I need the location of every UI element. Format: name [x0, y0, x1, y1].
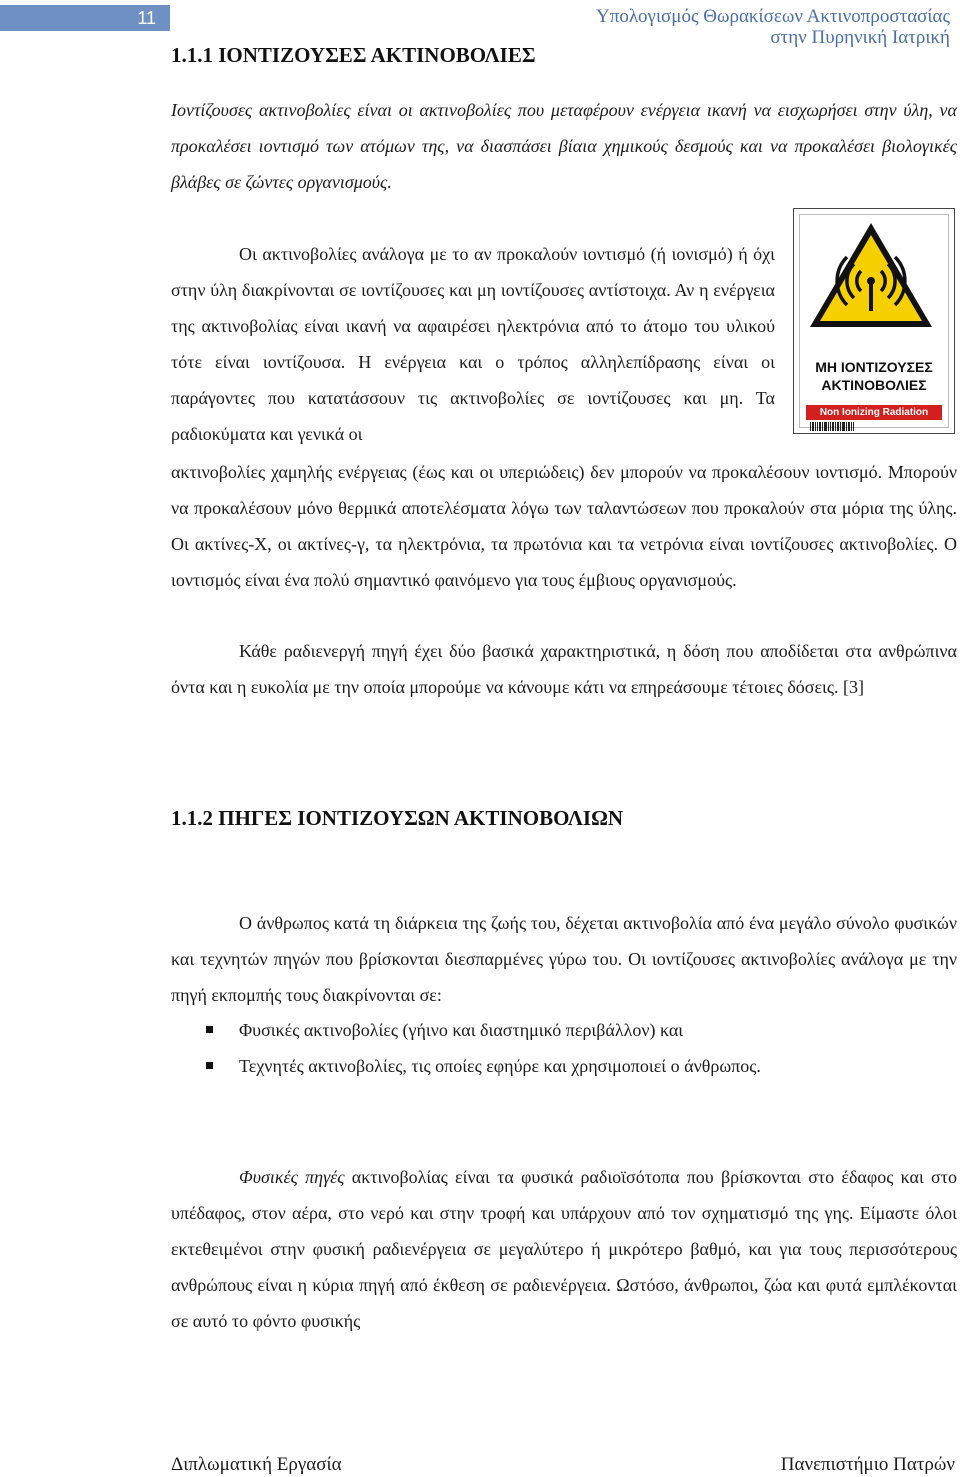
sources-list: [171, 1012, 957, 1084]
bullet-square-icon: [206, 1062, 213, 1069]
list-item-text: Τεχνητές ακτινοβολίες, τις οποίες εφηύρε και χρησιμοποιεί ο άνθρωπος.: [239, 1056, 761, 1076]
intro-paragraph: Ιοντίζουσες ακτινοβολίες είναι οι ακτινοβολίες που μεταφέρουν ενέργεια ικανή να εισχωρήσει στην ύλη, να προκαλέσει ιοντισμό των ατόμων της, να διασπάσει βίαια χημικούς δεσμούς και να προκαλέσει βιολογικές βλάβες σε ζώντες οργανισμούς.: [171, 100, 957, 192]
list-item: [171, 1012, 957, 1048]
running-header-line1: Υπολογισμός Θωρακίσεων Ακτινοπροστασίας: [596, 6, 950, 27]
sign-red-band: Non Ionizing Radiation: [806, 405, 942, 420]
running-header-line2: στην Πυρηνική Ιατρική: [770, 27, 950, 48]
paragraph-ionization-continued: ακτινοβολίες χαμηλής ενέργειας (έως και οι υπεριώδεις) δεν μπορούν να προκαλέσουν ιοντισμό. Μπορούν να προκαλέσουν μόνο θερμικά αποτελέσματα λόγω των ταλαντώσεων που προκαλούν στα μόρια της ύλης. Οι ακτίνες-Χ, οι ακτίνες-γ, τα ηλεκτρόνια, τα πρωτόνια και τα νετρόνια είναι ιοντίζουσες ακτινοβολίες. Ο ιοντισμός είναι ένα πολύ σημαντικό φαινόμενο για τους έμβιους οργανισμούς.: [171, 462, 957, 590]
footer-left: Διπλωματική Εργασία: [171, 1454, 342, 1475]
sign-line2: ΑΚΤΙΝΟΒΟΛΙΕΣ: [821, 377, 927, 393]
barcode-icon: [810, 422, 854, 431]
paragraph-radioactive-source: Κάθε ραδιενεργή πηγή έχει δύο βασικά χαρακτηριστικά, η δόση που αποδίδεται στα ανθρώπινα όντα και η ευκολία με την οποία μπορούμε να κάνουμε κάτι να επηρεάσουμε τέτοιες δόσεις. [3]: [171, 641, 957, 697]
sign-line1: ΜΗ ΙΟΝΤΙΖΟΥΣΕΣ: [815, 359, 933, 375]
bullet-square-icon: [206, 1026, 213, 1033]
page-number: 11: [0, 5, 170, 31]
paragraph-sources-intro: Ο άνθρωπος κατά τη διάρκεια της ζωής του, δέχεται ακτινοβολία από ένα μεγάλο σύνολο φυσικών και τεχνητών πηγών που βρίσκονται διεσπαρμένες γύρω του. Οι ιοντίζουσες ακτινοβολίες ανάλογα με την πηγή εκπομπής τους διακρίνονται σε:: [171, 913, 957, 1005]
natural-sources-term: Φυσικές πηγές: [239, 1167, 345, 1187]
list-item-text: Φυσικές ακτινοβολίες (γήινο και διαστημικό περιβάλλον) και: [239, 1020, 684, 1040]
list-item: [171, 1048, 957, 1084]
paragraph-ionization-wrapped: Οι ακτινοβολίες ανάλογα με το αν προκαλούν ιοντισμό (ή ιονισμό) ή όχι στην ύλη διακρίνονται σε ιοντίζουσες και μη ιοντίζουσες αντίστοιχα. Αν η ενέργεια της ακτινοβολίας είναι ικανή να αφαιρέσει ηλεκτρόνια από το άτομο του υλικού τότε είναι ιοντίζουσα. Η ενέργεια και ο τρόπος αλληλεπίδρασης είναι οι παράγοντες που κατατάσσουν τις ακτινοβολίες σε ιοντίζουσες και μη. Τα ραδιοκύματα και γενικά οι: [171, 244, 775, 444]
paragraph-natural-sources: [171, 1159, 957, 1339]
running-header: [530, 6, 950, 49]
natural-sources-text: ακτινοβολίας είναι τα φυσικά ραδιοϊσότοπα που βρίσκονται στο έδαφος και στο υπέδαφος, στον αέρα, στο νερό και στην τροφή και υπάρχουν από τον σχηματισμό της γης. Είμαστε όλοι εκτεθειμένοι στην φυσική ραδιενέργεια σε μεγαλύτερο ή μικρότερο βαθμό, και για τους περισσότερους ανθρώπους είναι η κύρια πηγή από έκθεση σε ραδιενέργεια. Ωστόσο, άνθρωποι, ζώα και φυτά εμπλέκονται σε αυτό το φόντο φυσικής: [171, 1167, 957, 1331]
footer-right: Πανεπιστήμιο Πατρών: [780, 1454, 955, 1475]
section-heading-sources: 1.1.2 ΠΗΓΕΣ ΙΟΝΤΙΖΟΥΣΩΝ ΑΚΤΙΝΟΒΟΛΙΩΝ: [171, 806, 624, 830]
non-ionizing-radiation-sign: [793, 208, 955, 434]
radiation-antenna-icon: [806, 219, 936, 331]
section-heading-ionizing: 1.1.1 ΙΟΝΤΙΖΟΥΣΕΣ ΑΚΤΙΝΟΒΟΛΙΕΣ: [171, 43, 536, 67]
